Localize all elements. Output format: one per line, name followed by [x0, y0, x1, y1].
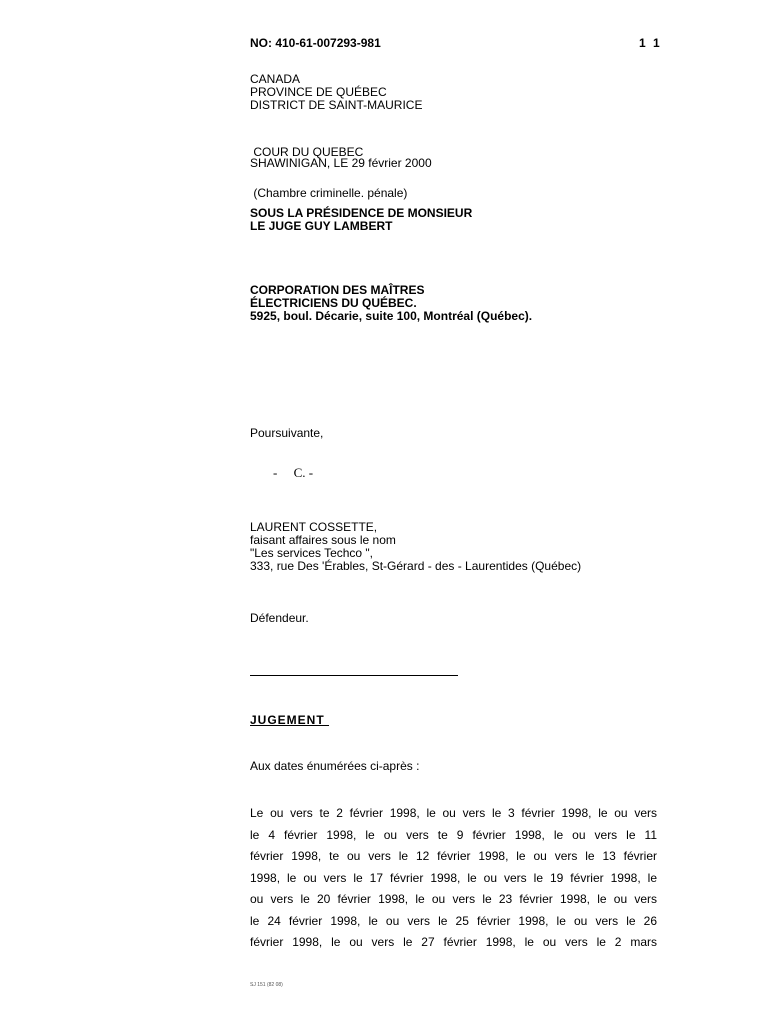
body-line: ou vers le 20 février 1998, le ou vers le 23 février 1998, le ou vers	[250, 892, 657, 906]
court-name: COUR DU QUEBEC	[250, 145, 364, 159]
body-line: le 24 février 1998, le ou vers le 25 février 1998, le ou vers le 26	[250, 913, 657, 928]
presidence-line-2: LE JUGE GUY LAMBERT	[250, 219, 393, 233]
jurisdiction-country: CANADA	[250, 72, 301, 86]
form-code: SJ 151 (82 08)	[250, 982, 283, 988]
separator-line	[250, 675, 458, 676]
jurisdiction-province: PROVINCE DE QUÉBEC	[250, 85, 387, 99]
judgment-heading: JUGEMENT	[250, 713, 330, 727]
jurisdiction-district: DISTRICT DE SAINT-MAURICE	[250, 98, 423, 112]
plaintiff-address: 5925, boul. Décarie, suite 100, Montréal (Québec).	[250, 309, 533, 323]
case-number: NO: 410-61-007293-981	[250, 36, 381, 50]
defendant-address: 333, rue Des 'Érables, St-Gérard - des - Laurentides (Québec)	[250, 559, 582, 573]
body-line: février 1998, te ou vers le 12 février 1998, le ou vers le 13 février	[250, 849, 657, 863]
place-date: SHAWINIGAN, LE 29 février 2000	[250, 156, 432, 170]
defendant-block	[250, 521, 581, 573]
defendant-role: Défendeur.	[250, 611, 309, 625]
body-line: le 4 février 1998, le ou vers te 9 février 1998, le ou vers le 11	[250, 827, 657, 842]
plaintiff-line-1: CORPORATION DES MAÎTRES	[250, 283, 425, 297]
plaintiff-line-2: ÉLECTRICIENS DU QUÉBEC.	[250, 296, 417, 310]
plaintiff-role: Poursuivante,	[250, 426, 324, 440]
jurisdiction-block	[250, 73, 422, 112]
body-line: Le ou vers te 2 février 1998, le ou vers le 3 février 1998, le ou vers	[250, 806, 657, 820]
page-indicator: 1 1	[639, 36, 662, 50]
defendant-business-name: "Les services Techco ",	[250, 546, 374, 560]
judgment-body	[250, 803, 657, 954]
versus-marker: - C. -	[273, 465, 314, 480]
defendant-business-intro: faisant affaires sous le nom	[250, 533, 396, 547]
presidence-block	[250, 207, 472, 233]
court-chamber: (Chambre criminelle. pénale)	[250, 186, 408, 200]
plaintiff-block	[250, 284, 532, 323]
body-line: 1998, le ou vers le 17 février 1998, le ou vers le 19 février 1998, le	[250, 870, 657, 885]
defendant-name: LAURENT COSSETTE,	[250, 520, 378, 534]
presidence-line-1: SOUS LA PRÉSIDENCE DE MONSIEUR	[250, 206, 473, 220]
body-line: février 1998, le ou vers le 27 février 1998, le ou vers le 2 mars	[250, 935, 657, 949]
judgment-intro: Aux dates énumérées ci-après :	[250, 759, 420, 773]
